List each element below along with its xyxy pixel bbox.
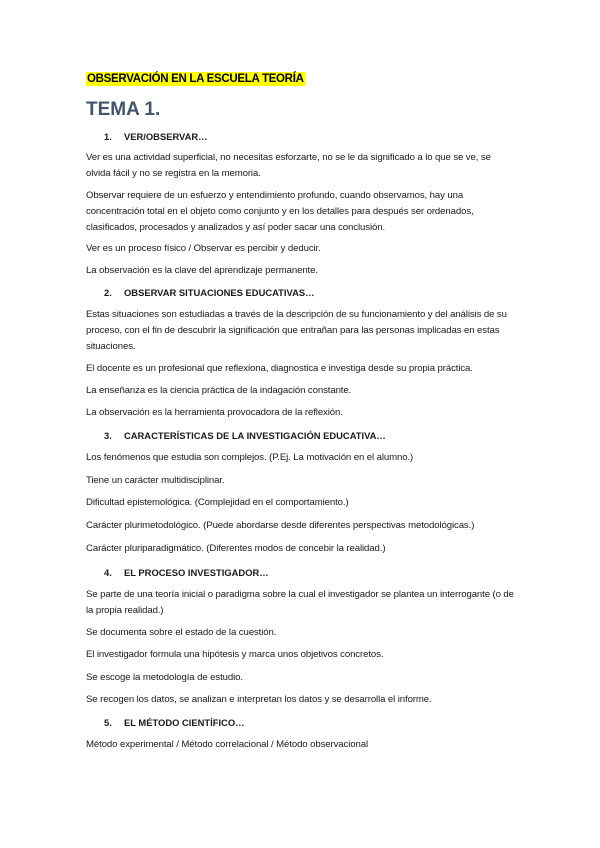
- section-heading: [104, 716, 245, 730]
- paragraph: Ver es un proceso físico / Observar es percibir y deducir.: [86, 243, 321, 254]
- paragraph: Estas situaciones son estudiadas a través de la descripción de su funcionamiento y del análisis de su proceso, con el fin de descubrir la significación que entrañan para las personas implicadas en estas situaciones.: [86, 309, 507, 352]
- paragraph: Tiene un carácter multidisciplinar.: [86, 475, 225, 486]
- paragraph: Ver es una actividad superficial, no necesitas esforzarte, no se le da significado a lo que se ve, se olvida fácil y no se registra en la memoria.: [86, 152, 491, 179]
- section-title: CARACTERÍSTICAS DE LA INVESTIGACIÓN EDUCATIVA…: [124, 430, 386, 441]
- section-title: EL PROCESO INVESTIGADOR…: [124, 567, 269, 578]
- paragraph: Carácter plurimetodológico. (Puede abordarse desde diferentes perspectivas metodológicas.): [86, 520, 475, 531]
- paragraph: La enseñanza es la ciencia práctica de la indagación constante.: [86, 385, 352, 396]
- section-number: 2.: [104, 287, 112, 298]
- paragraph: Carácter pluriparadigmático. (Diferentes modos de concebir la realidad.): [86, 543, 386, 554]
- section-number: 4.: [104, 567, 112, 578]
- paragraph: La observación es la herramienta provocadora de la reflexión.: [86, 407, 343, 418]
- section-number: 1.: [104, 131, 112, 142]
- paragraph: Dificultad epistemológica. (Complejidad en el comportamiento.): [86, 497, 349, 508]
- section-title: EL MÉTODO CIENTÍFICO…: [124, 717, 245, 728]
- section-number: 3.: [104, 430, 112, 441]
- paragraph: Se recogen los datos, se analizan e interpretan los datos y se desarrolla el informe.: [86, 694, 432, 705]
- paragraph: Se documenta sobre el estado de la cuestión.: [86, 627, 277, 638]
- section-heading: [104, 286, 314, 300]
- paragraph: La observación es la clave del aprendizaje permanente.: [86, 265, 318, 276]
- paragraph: Los fenómenos que estudia son complejos. (P.Ej. La motivación en el alumno.): [86, 452, 414, 463]
- section-number: 5.: [104, 717, 112, 728]
- tema-heading: TEMA 1.: [86, 99, 161, 120]
- paragraph: Se escoge la metodología de estudio.: [86, 672, 243, 683]
- paragraph: Método experimental / Método correlacional / Método observacional: [86, 739, 369, 750]
- paragraph: Se parte de una teoría inicial o paradigma sobre la cual el investigador se plantea un interrogante (o de la propia realidad.): [86, 589, 514, 616]
- section-heading: [104, 429, 386, 443]
- section-heading: [104, 130, 208, 144]
- section-title: OBSERVAR SITUACIONES EDUCATIVAS…: [124, 287, 315, 298]
- document-title: OBSERVACIÓN EN LA ESCUELA TEORÍA: [87, 73, 304, 85]
- section-title: VER/OBSERVAR…: [124, 131, 208, 142]
- paragraph: Observar requiere de un esfuerzo y entendimiento profundo, cuando observamos, hay una concentración total en el objeto como conjunto y en los detalles para después ser ordenados, clasificados, procesados y analizados y así poder sacar una conclusión.: [86, 190, 474, 233]
- section-heading: [104, 566, 269, 580]
- paragraph: El docente es un profesional que reflexiona, diagnostica e investiga desde su propia práctica.: [86, 363, 473, 374]
- paragraph: El investigador formula una hipótesis y marca unos objetivos concretos.: [86, 649, 384, 660]
